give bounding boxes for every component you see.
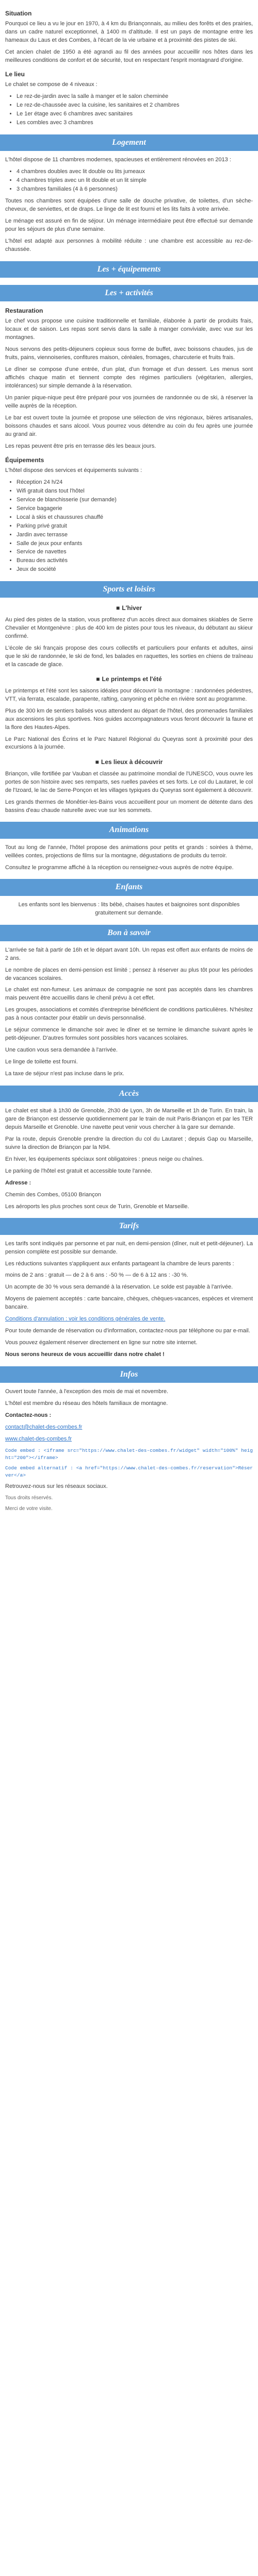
section-heading-bon-a-savoir: Bon à savoir (0, 925, 258, 941)
logement-text-4: L'hôtel est adapté aux personnes à mobilité réduite : une chambre est accessible au rez-de-chaussée. (5, 238, 253, 252)
culture-heading: ■ Les lieux à découvrir (95, 758, 163, 766)
list-item: • Réception 24 h/24 (17, 479, 253, 487)
acces-text-3: En hiver, les équipements spéciaux sont obligatoires : pneus neige ou chaînes. (5, 1156, 204, 1162)
list-item: • 4 chambres triples avec un lit double et un lit simple (17, 177, 253, 185)
section-heading-sports: Sports et loisirs (0, 581, 258, 598)
ete-text-3: Le Parc National des Écrins et le Parc Naturel Régional du Queyras sont à proximité pour des excursions à la journée. (5, 736, 253, 751)
tarifs-text-3: moins de 2 ans : gratuit — de 2 à 6 ans : -50 % — de 6 à 12 ans : -30 %. (5, 1272, 188, 1279)
avoir-text-1: L'arrivée se fait à partir de 16h et le départ avant 10h. Un repas est offert aux enfants de moins de 2 ans. (5, 946, 253, 961)
list-item: • Local à skis et chaussures chauffé (17, 514, 253, 522)
ete-text-1: Le printemps et l'été sont les saisons idéales pour découvrir la montagne : randonnées pédestres, VTT, via ferrata, escalade, parapente, rafting, canyoning et pêche en rivière sont au programme. (5, 687, 253, 702)
list-item: • Le rez-de-chaussée avec la cuisine, les sanitaires et 2 chambres (17, 101, 253, 110)
acces-text-1: Le chalet est situé à 1h30 de Grenoble, 2h30 de Lyon, 3h de Marseille et 1h de Turin. En train, la gare de Briançon est desservie quotidiennement par le train de nuit Paris-Briançon et par les TER depuis Marseille et Grenoble. Une navette peut venir vous chercher à la gare sur demande. (5, 1108, 253, 1130)
embed-code: Code embed : <iframe src="https://www.chalet-des-combes.fr/widget" width="100%" height="200"></iframe> (5, 1447, 253, 1461)
infos-text-2: L'hôtel est membre du réseau des hôtels familiaux de montagne. (5, 1400, 168, 1407)
tarifs-conditions-link[interactable]: Conditions d'annulation : voir les conditions générales de vente. (5, 1316, 166, 1323)
situation-heading: Situation (5, 10, 32, 17)
infos-section (0, 1388, 258, 1513)
tarifs-section (0, 1240, 258, 1359)
website-link[interactable]: www.chalet-des-combes.fr (5, 1435, 72, 1442)
culture-text-2: Les grands thermes de Monêtier-les-Bains vous accueillent pour un moment de détente dans des bassins d'eau chaude naturelle avec vue sur les sommets. (5, 799, 253, 814)
animations-text-1: Tout au long de l'année, l'hôtel propose des animations pour petits et grands : soirées à thème, veillées contes, projections de films sur la montagne, dégustations de produits du terroir. (5, 844, 253, 859)
logement-text-1: L'hôtel dispose de 11 chambres modernes, spacieuses et entièrement rénovées en 2013 : (5, 157, 231, 163)
lieu-heading: Le lieu (5, 71, 25, 78)
tarifs-text-2: Les réductions suivantes s'appliquent aux enfants partageant la chambre de leurs parents : (5, 1260, 234, 1267)
tarifs-text-4: Un acompte de 30 % vous sera demandé à la réservation. Le solde est payable à l'arrivée. (5, 1284, 233, 1291)
contact-email-link[interactable]: contact@chalet-des-combes.fr (5, 1423, 83, 1430)
tarifs-text-7: Pour toute demande de réservation ou d'information, contactez-nous par téléphone ou par e-mail. (5, 1328, 250, 1334)
section-heading-tarifs: Tarifs (0, 1218, 258, 1234)
section-heading-animations: Animations (0, 822, 258, 838)
situation-text-2: Cet ancien chalet de 1950 a été agrandi au fil des années pour accueillir nos hôtes dans les meilleures conditions de confort et de sécurité, tout en respectant l'esprit montagnard d'origine. (5, 49, 253, 64)
logement-list (5, 168, 253, 194)
section-heading-infos: Infos (0, 1366, 258, 1383)
animations-text-2: Consultez le programme affiché à la réception ou renseignez-vous auprès de notre équipe. (5, 864, 234, 871)
equipements-list (5, 479, 253, 574)
ete-heading: ■ Le printemps et l'été (96, 675, 162, 683)
list-item: • Service de blanchisserie (sur demande) (17, 496, 253, 504)
list-item: • Service de navettes (17, 548, 253, 556)
tarifs-text-5: Moyens de paiement acceptés : carte bancaire, chèques, chèques-vacances, espèces et virement bancaire. (5, 1296, 253, 1311)
restauration-text-1: Le chef vous propose une cuisine traditionnelle et familiale, élaborée à partir de produits frais, locaux et de saison. Les repas sont servis dans la salle à manger conviviale, avec vue sur les montagnes. (5, 318, 253, 341)
avoir-text-2: Le nombre de places en demi-pension est limité ; pensez à réserver au plus tôt pour les périodes de vacances scolaires. (5, 967, 253, 981)
bullet-icon: ■ (95, 758, 99, 766)
logement-section (0, 156, 258, 253)
restauration-heading: Restauration (5, 307, 43, 315)
tarifs-text-1: Les tarifs sont indiqués par personne et par nuit, en demi-pension (dîner, nuit et petit-déjeuner). La pension complète est possible sur demande. (5, 1240, 253, 1255)
acces-address: Chemin des Combes, 05100 Briançon (5, 1191, 101, 1198)
avoir-text-8: La taxe de séjour n'est pas incluse dans le prix. (5, 1070, 124, 1077)
hiver-text-2: L'école de ski français propose des cours collectifs et particuliers pour enfants et adultes, ainsi que le ski de randonnée, le ski de fond, les balades en raquettes, les sorties en chiens de traîneau et la cascade de glace. (5, 645, 253, 668)
embed-code-alt: Code embed alternatif : <a href="https://www.chalet-des-combes.fr/reservation">Réserver</a> (5, 1465, 253, 1479)
acces-text-4: Le parking de l'hôtel est gratuit et accessible toute l'année. (5, 1167, 152, 1174)
tarifs-text-9: Nous serons heureux de vous accueillir dans notre chalet ! (5, 1351, 165, 1358)
enfants-section (0, 901, 258, 918)
acces-section (0, 1107, 258, 1211)
avoir-text-7: Le linge de toilette est fourni. (5, 1059, 78, 1065)
restauration-text-4: Un panier pique-nique peut être préparé pour vos journées de randonnée ou de ski, à réserver la veille auprès de la réception. (5, 394, 253, 409)
avoir-text-4: Les groupes, associations et comités d'entreprise bénéficient de conditions particulières. N'hésitez pas à nous contacter pour établir un devis personnalisé. (5, 1007, 253, 1022)
section-heading-activites: Les + activités (0, 285, 258, 301)
infos-contact-label: Contactez-nous : (5, 1412, 52, 1419)
list-item: • Les combles avec 3 chambres (17, 119, 253, 127)
acces-text-7: Les aéroports les plus proches sont ceux de Turin, Grenoble et Marseille. (5, 1203, 189, 1210)
infos-text-1: Ouvert toute l'année, à l'exception des mois de mai et novembre. (5, 1388, 169, 1395)
tarifs-text-8: Vous pouvez également réserver directement en ligne sur notre site internet. (5, 1340, 198, 1346)
avoir-text-6: Une caution vous sera demandée à l'arrivée. (5, 1047, 118, 1054)
ete-text-2: Plus de 300 km de sentiers balisés vous attendent au départ de l'hôtel, des promenades familiales aux ascensions les plus sportives. Nos guides accompagnateurs vous feront découvrir la faune et la flore des Hautes-Alpes. (5, 707, 253, 731)
bullet-icon: ■ (96, 675, 100, 683)
infos-text-10: Merci de votre visite. (5, 1506, 53, 1512)
lieu-list (5, 93, 253, 127)
infos-text-8: Retrouvez-nous sur les réseaux sociaux. (5, 1483, 108, 1489)
avoir-text-5: Le séjour commence le dimanche soir avec le dîner et se termine le dimanche suivant après le petit-déjeuner. D'autres formules sont possibles hors vacances scolaires. (5, 1027, 253, 1042)
list-item: • Wifi gratuit dans tout l'hôtel (17, 487, 253, 496)
restauration-text-2: Nous servons des petits-déjeuners copieux sous forme de buffet, avec boissons chaudes, jus de fruits, pains, viennoiseries, confitures maison, céréales, fromages, charcuterie et fruits frais. (5, 346, 253, 361)
bullet-icon: ■ (116, 604, 120, 612)
section-heading-acces: Accès (0, 1086, 258, 1102)
list-item: • Bureau des activités (17, 557, 253, 565)
logement-text-3: Le ménage est assuré en fin de séjour. Un ménage intermédiaire peut être effectué sur demande pour les séjours de plus d'une semaine. (5, 217, 253, 232)
acces-text-2: Par la route, depuis Grenoble prendre la direction du col du Lautaret ; depuis Gap ou Marseille, suivre la direction de Briançon par la N94. (5, 1136, 253, 1150)
sports-section (0, 604, 258, 815)
list-item: • Jardin avec terrasse (17, 531, 253, 539)
section-heading-enfants: Enfants (0, 879, 258, 895)
intro-section (0, 0, 258, 127)
section-heading-logement: Logement (0, 134, 258, 151)
list-item: • 3 chambres familiales (4 à 6 personnes) (17, 185, 253, 194)
restauration-text-3: Le dîner se compose d'une entrée, d'un plat, d'un fromage et d'un dessert. Les menus sont affichés chaque matin et tiennent compte des régimes particuliers (végétarien, allergies, intolérances) sur simple demande à la réservation. (5, 366, 253, 389)
list-item: • Le rez-de-jardin avec la salle à manger et le salon cheminée (17, 93, 253, 101)
list-item: • Parking privé gratuit (17, 522, 253, 531)
restauration-text-5: Le bar est ouvert toute la journée et propose une sélection de vins régionaux, bières artisanales, boissons chaudes et sans alcool. Vous pourrez vous détendre au coin du feu après une journée au grand air. (5, 414, 253, 437)
hiver-text-1: Au pied des pistes de la station, vous profiterez d'un accès direct aux domaines skiables de Serre Chevalier et Montgenèvre : plus de 400 km de pistes pour tous les niveaux, du débutant au skieur confirmé. (5, 616, 253, 639)
bon-a-savoir-section (0, 946, 258, 1078)
equipements-text: L'hôtel dispose des services et équipements suivants : (5, 467, 142, 473)
hiver-heading: ■ L'hiver (116, 604, 142, 612)
enfants-text: Les enfants sont les bienvenus : lits bébé, chaises hautes et baignoires sont disponibles gratuitement sur demande. (18, 901, 240, 916)
section-heading-equipements: Les + équipements (0, 261, 258, 278)
restauration-text-6: Les repas peuvent être pris en terrasse dès les beaux jours. (5, 443, 156, 449)
restauration-section (0, 307, 258, 574)
equipements-heading: Équipements (5, 456, 44, 464)
list-item: • Service bagagerie (17, 505, 253, 513)
lieu-text: Le chalet se compose de 4 niveaux : (5, 81, 98, 88)
avoir-text-3: Le chalet est non-fumeur. Les animaux de compagnie ne sont pas acceptés dans les chambres mais peuvent être accueillis dans le chenil prévu à cet effet. (5, 987, 253, 1002)
logement-text-2: Toutes nos chambres sont équipées d'une salle de douche privative, de toilettes, d'un sèche-cheveux, de serviettes, et de draps. Le linge de lit est fourni et les lits faits à votre arrivée. (5, 198, 253, 213)
list-item: • 4 chambres doubles avec lit double ou lits jumeaux (17, 168, 253, 176)
list-item: • Jeux de société (17, 566, 253, 574)
list-item: • Le 1er étage avec 6 chambres avec sanitaires (17, 110, 253, 118)
animations-section (0, 844, 258, 872)
infos-text-9: Tous droits réservés. (5, 1495, 53, 1501)
culture-text-1: Briançon, ville fortifiée par Vauban et classée au patrimoine mondial de l'UNESCO, vous ouvre les portes de son histoire avec ses remparts, ses ruelles pavées et ses forts. Le col du Lautaret, le col de l'Izoard, le lac de Serre-Ponçon et les villages typiques du Queyras sont également à découvrir. (5, 770, 253, 793)
list-item: • Salle de jeux pour enfants (17, 540, 253, 548)
situation-text-1: Pourquoi ce lieu a vu le jour en 1970, à 4 km du Briançonnais, au milieu des forêts et des prairies, dans un cadre naturel exceptionnel, à 1400 m d'altitude. Il est un pays de montagne entre les hameaux du Laus et des Combes, à l'écart de la vie urbaine et à proximité des pistes de ski. (5, 21, 253, 44)
acces-address-label: Adresse : (5, 1179, 31, 1186)
